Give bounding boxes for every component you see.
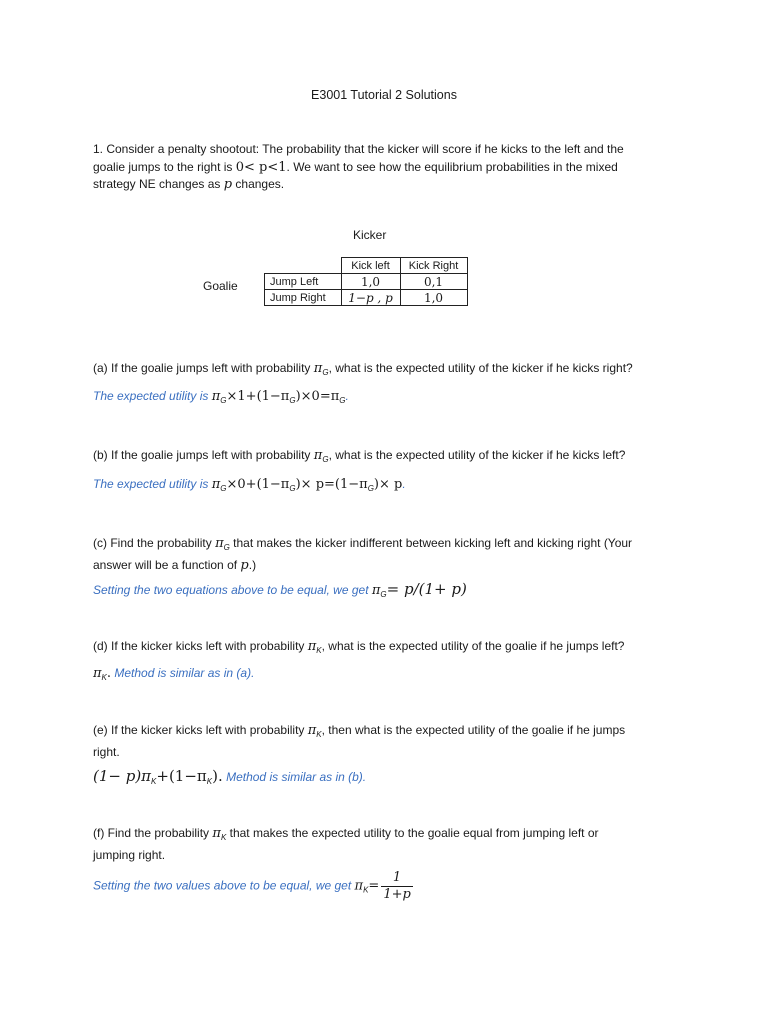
subscript: K — [316, 646, 322, 655]
qe-text-1: (e) If the kicker kicks left with probability — [93, 723, 308, 737]
answer-b — [93, 477, 683, 493]
answer-a — [93, 389, 683, 405]
question-e — [93, 722, 683, 761]
cell-jl-kl: 1,0 — [341, 274, 400, 290]
pi-symbol: π — [212, 826, 221, 841]
qf-text-1: (f) Find the probability — [93, 826, 213, 840]
subscript: K — [206, 777, 213, 786]
subscript: G — [220, 396, 227, 405]
p-symbol: p — [240, 557, 249, 573]
qc-text-4: .) — [248, 557, 257, 572]
qb-text-1: (b) If the goalie jumps left with probability — [93, 448, 314, 462]
equals-sign: = — [368, 878, 380, 894]
cell-jl-kr: 0,1 — [400, 274, 467, 290]
answer-b-math-2: )× p=(1−π — [295, 477, 368, 492]
intro-line-3b: changes. — [232, 177, 285, 191]
pi-symbol: π — [313, 448, 323, 463]
subscript: G — [289, 396, 296, 405]
question-1-intro — [93, 141, 683, 194]
answer-e — [93, 767, 683, 786]
qf-text-3: jumping right. — [93, 847, 166, 862]
qa-text-2: , what is the expected utility of the kicker if he kicks right? — [328, 361, 633, 375]
period: . — [345, 389, 349, 403]
answer-e-math-3: ). — [212, 767, 223, 785]
intro-line-3a: strategy NE changes as — [93, 177, 224, 191]
answer-f-text: Setting the two values above to be equal, we get — [93, 878, 355, 893]
subscript: K — [220, 833, 227, 842]
pi-symbol: π — [307, 723, 317, 738]
column-player-label: Kicker — [353, 228, 387, 242]
qd-text-1: (d) If the kicker kicks left with probability — [93, 639, 308, 653]
answer-c-text: Setting the two equations above to be equal, we get — [93, 583, 372, 597]
pi-symbol: π — [313, 361, 323, 376]
subscript: G — [380, 590, 387, 599]
subscript: G — [220, 484, 227, 493]
answer-d — [93, 666, 683, 682]
answer-e-math: (1− p)π — [93, 767, 152, 785]
header-kick-right: Kick Right — [400, 258, 467, 274]
answer-b-math: ×0+(1−π — [226, 477, 290, 492]
cell-jr-kl: 1−p , p — [341, 290, 400, 306]
subscript: G — [367, 484, 374, 493]
pi-symbol: π — [211, 389, 221, 404]
intro-line-2a: goalie jumps to the right is — [93, 159, 236, 174]
fraction-numerator: 1 — [381, 870, 413, 887]
subscript: G — [223, 543, 230, 552]
subscript: G — [289, 484, 296, 493]
inequality: 0< p<1 — [235, 159, 287, 175]
subscript: K — [101, 673, 107, 682]
period: . — [402, 477, 406, 491]
answer-c — [93, 580, 683, 599]
qc-text-3: answer will be a function of — [93, 557, 241, 572]
subscript: K — [363, 885, 369, 895]
subscript: G — [339, 396, 346, 405]
answer-f — [93, 870, 683, 903]
cell-jr-kr: 1,0 — [400, 290, 467, 306]
p-symbol: p — [223, 177, 233, 192]
intro-line-1: 1. Consider a penalty shootout: The probability that the kicker will score if he kicks to the left and the — [93, 142, 624, 156]
row-label-jump-right: Jump Right — [265, 290, 342, 306]
answer-c-math: = p/(1+ p) — [386, 580, 467, 598]
answer-b-text: The expected utility is — [93, 477, 212, 491]
answer-e-math-2: +(1−π — [156, 767, 207, 785]
subscript: K — [151, 777, 157, 786]
answer-a-math: ×1+(1−π — [226, 389, 290, 404]
period: . — [106, 666, 112, 681]
header-kick-left: Kick left — [341, 258, 400, 274]
fraction-denominator: 1+p — [383, 887, 411, 902]
qf-text-2: that makes the expected utility to the goalie equal from jumping left or — [226, 826, 599, 840]
subscript: G — [322, 368, 329, 377]
question-d — [93, 638, 683, 660]
qe-text-2: , then what is the expected utility of the goalie if he jumps — [321, 723, 626, 737]
pi-symbol: π — [211, 477, 221, 492]
row-label-jump-left: Jump Left — [265, 274, 342, 290]
subscript: K — [316, 730, 322, 739]
payoff-matrix — [264, 257, 468, 306]
subscript: G — [322, 455, 329, 464]
page-title: E3001 Tutorial 2 Solutions — [311, 88, 457, 102]
question-c — [93, 535, 683, 574]
intro-line-2b: . We want to see how the equilibrium probabilities in the mixed — [286, 159, 618, 174]
pi-symbol: π — [307, 639, 317, 654]
pi-symbol: π — [93, 666, 102, 681]
qb-text-2: , what is the expected utility of the kicker if he kicks left? — [328, 448, 626, 462]
pi-symbol: π — [215, 536, 224, 551]
matrix-corner — [265, 258, 342, 274]
question-b — [93, 447, 683, 469]
fraction — [381, 870, 413, 903]
answer-d-text: Method is similar as in (a). — [111, 666, 255, 680]
question-a — [93, 360, 683, 382]
qc-text-2: that makes the kicker indifferent between kicking left and kicking right (Your — [229, 536, 633, 550]
pi-symbol: π — [354, 878, 364, 894]
row-player-label: Goalie — [203, 279, 238, 293]
qe-text-3: right. — [93, 744, 120, 759]
answer-e-text: Method is similar as in (b). — [222, 770, 367, 784]
answer-b-math-3: )× p — [373, 477, 403, 492]
qc-text-1: (c) Find the probability — [93, 536, 216, 550]
pi-symbol: π — [371, 583, 381, 598]
answer-a-math-2: )×0=π — [295, 389, 340, 404]
qa-text-1: (a) If the goalie jumps left with probability — [93, 361, 314, 375]
question-f — [93, 825, 683, 864]
answer-a-text: The expected utility is — [93, 389, 212, 403]
qd-text-2: , what is the expected utility of the goalie if he jumps left? — [321, 639, 625, 653]
